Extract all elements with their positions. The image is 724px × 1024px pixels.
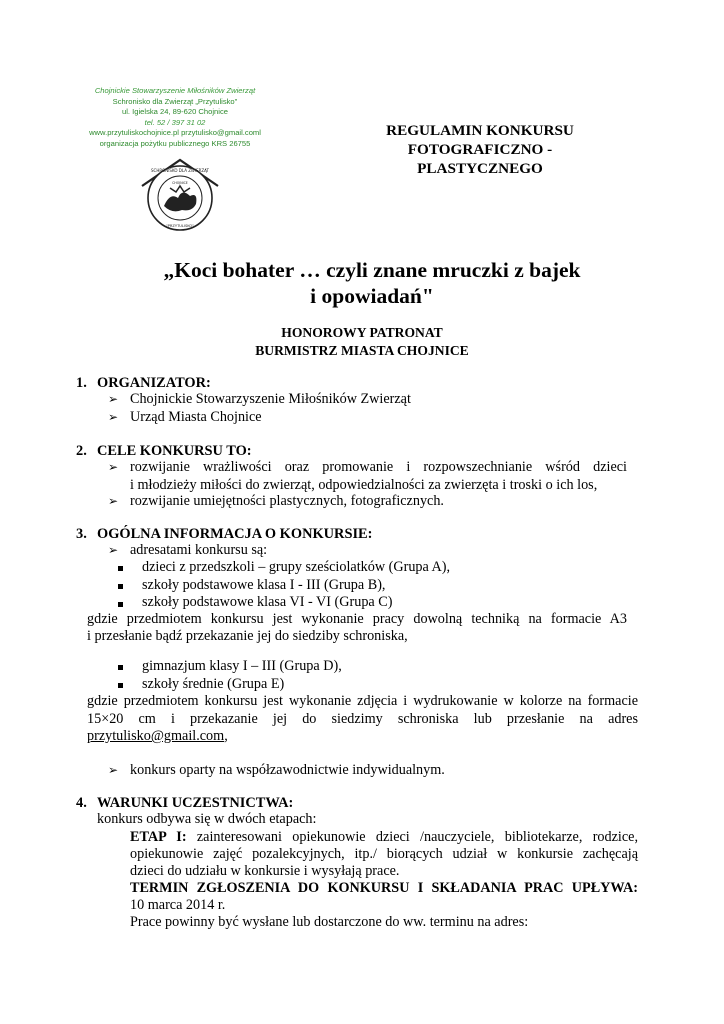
section-4-number: 4. bbox=[76, 795, 87, 811]
shelter-name: Schronisko dla Zwierząt „Przytulisko" bbox=[112, 96, 238, 106]
contest-title bbox=[100, 258, 644, 309]
arrow-bullet-icon: ➢ bbox=[108, 460, 119, 474]
section-3-heading: OGÓLNA INFORMACJA O KONKURSIE: bbox=[97, 526, 373, 542]
individual-competition: konkurs oparty na współzawodnictwie indywidualnym. bbox=[130, 762, 445, 778]
section-4-heading: WARUNKI UCZESTNICTWA: bbox=[97, 795, 294, 811]
groups-de-description-line-1: gdzie przedmiotem konkursu jest wykonanie zdjęcia i wydrukowanie w kolorze na formacie bbox=[87, 693, 638, 709]
section-1-number: 1. bbox=[76, 375, 87, 391]
patronage bbox=[140, 324, 584, 360]
stage-1-line-2: opiekunowie zajęć pozalekcyjnych, itp./ biorących udział w konkursie zachęcają bbox=[130, 846, 638, 862]
org-name: Chojnickie Stowarzyszenie Miłośników Zwierząt bbox=[94, 86, 256, 95]
goal-item-2: rozwijanie umiejętności plastycznych, fotograficznych. bbox=[130, 493, 444, 509]
email-suffix: , bbox=[224, 728, 228, 744]
organization-header bbox=[70, 86, 280, 150]
logo-text-bottom: "PRZYTULISKO" bbox=[166, 224, 194, 228]
square-bullet-icon bbox=[118, 566, 123, 571]
organizer-item-1: Chojnickie Stowarzyszenie Miłośników Zwierząt bbox=[130, 391, 411, 407]
org-web: www.przytuliskochojnice.pl przytulisko@gmail.coml bbox=[89, 128, 261, 138]
group-b: szkoły podstawowe klasa I - III (Grupa B), bbox=[142, 577, 386, 593]
groups-abc-description-line-1: gdzie przedmiotem konkursu jest wykonanie pracy dowolną techniką na formacie A3 bbox=[87, 611, 627, 627]
square-bullet-icon bbox=[118, 665, 123, 670]
stage-1-text: zainteresowani opiekunowie dzieci /nauczyciele, bibliotekarze, rodzice, bbox=[186, 829, 638, 845]
submission-address-line: Prace powinny być wysłane lub dostarczone do ww. terminu na adres: bbox=[130, 914, 529, 930]
arrow-bullet-icon: ➢ bbox=[108, 410, 119, 424]
addressees-label: adresatami konkursu są: bbox=[130, 542, 268, 558]
title-line-1: REGULAMIN KONKURSU bbox=[386, 122, 574, 139]
org-address: ul. Igielska 24, 89-620 Chojnice bbox=[122, 107, 228, 117]
group-d: gimnazjum klasy I – III (Grupa D), bbox=[142, 658, 342, 674]
document-title bbox=[360, 122, 600, 178]
title-line-2: FOTOGRAFICZNO - bbox=[407, 140, 553, 158]
stage-1-line-3: dzieci do udziału w konkursie i wysyłają prace. bbox=[130, 863, 400, 879]
goal-item-1-line-2: i młodzieży miłości do zwierząt, odpowiedzialności za zwierzęta i troski o ich los, bbox=[130, 477, 598, 493]
stage-1-label: ETAP I: bbox=[130, 829, 187, 845]
logo-text-top: SCHRONISKO DLA ZWIERZĄT bbox=[150, 168, 210, 173]
arrow-bullet-icon: ➢ bbox=[108, 763, 119, 777]
email-line bbox=[87, 727, 228, 745]
section-2-heading: CELE KONKURSU TO: bbox=[97, 443, 252, 459]
groups-de-description-line-2: 15×20 cm i przekazanie jej do siedzimy schroniska lub przesłanie na adres bbox=[87, 711, 638, 727]
org-phone: tel. 52 / 397 31 02 bbox=[144, 117, 206, 127]
section-3-number: 3. bbox=[76, 526, 87, 542]
shelter-logo bbox=[140, 158, 220, 232]
stages-intro: konkurs odbywa się w dwóch etapach: bbox=[97, 811, 317, 827]
contest-title-line-1: „Koci bohater … czyli znane mruczki z bajek bbox=[163, 258, 581, 282]
group-a: dzieci z przedszkoli – grupy sześciolatków (Grupa A), bbox=[142, 559, 451, 575]
email-link[interactable]: przytulisko@gmail.com bbox=[87, 728, 225, 744]
stage-1-line-1 bbox=[130, 828, 638, 846]
section-2-number: 2. bbox=[76, 443, 87, 459]
title-line-3: PLASTYCZNEGO bbox=[417, 159, 543, 177]
contest-title-line-2: i opowiadań" bbox=[310, 283, 434, 308]
arrow-bullet-icon: ➢ bbox=[108, 543, 119, 557]
square-bullet-icon bbox=[118, 683, 123, 688]
square-bullet-icon bbox=[118, 602, 123, 607]
patronage-line-2: BURMISTRZ MIASTA CHOJNICE bbox=[255, 343, 469, 358]
group-e: szkoły średnie (Grupa E) bbox=[142, 676, 285, 692]
deadline-heading: TERMIN ZGŁOSZENIA DO KONKURSU I SKŁADANIA PRAC UPŁYWA: bbox=[130, 880, 638, 896]
patronage-line-1: HONOROWY PATRONAT bbox=[281, 325, 443, 340]
deadline-date: 10 marca 2014 r. bbox=[130, 897, 226, 913]
goal-item-1-line-1: rozwijanie wrażliwości oraz promowanie i rozpowszechnianie wśród dzieci bbox=[130, 459, 627, 475]
arrow-bullet-icon: ➢ bbox=[108, 392, 119, 406]
org-krs: organizacja pożytku publicznego KRS 26755 bbox=[99, 138, 251, 148]
square-bullet-icon bbox=[118, 584, 123, 589]
logo-text-city: CHOJNICE bbox=[172, 181, 188, 185]
organizer-item-2: Urząd Miasta Chojnice bbox=[130, 409, 262, 425]
section-1-heading: ORGANIZATOR: bbox=[97, 375, 211, 391]
group-c: szkoły podstawowe klasa VI - VI (Grupa C) bbox=[142, 594, 393, 610]
arrow-bullet-icon: ➢ bbox=[108, 494, 119, 508]
groups-abc-description-line-2: i przesłanie bądź przekazanie jej do siedziby schroniska, bbox=[87, 628, 408, 644]
